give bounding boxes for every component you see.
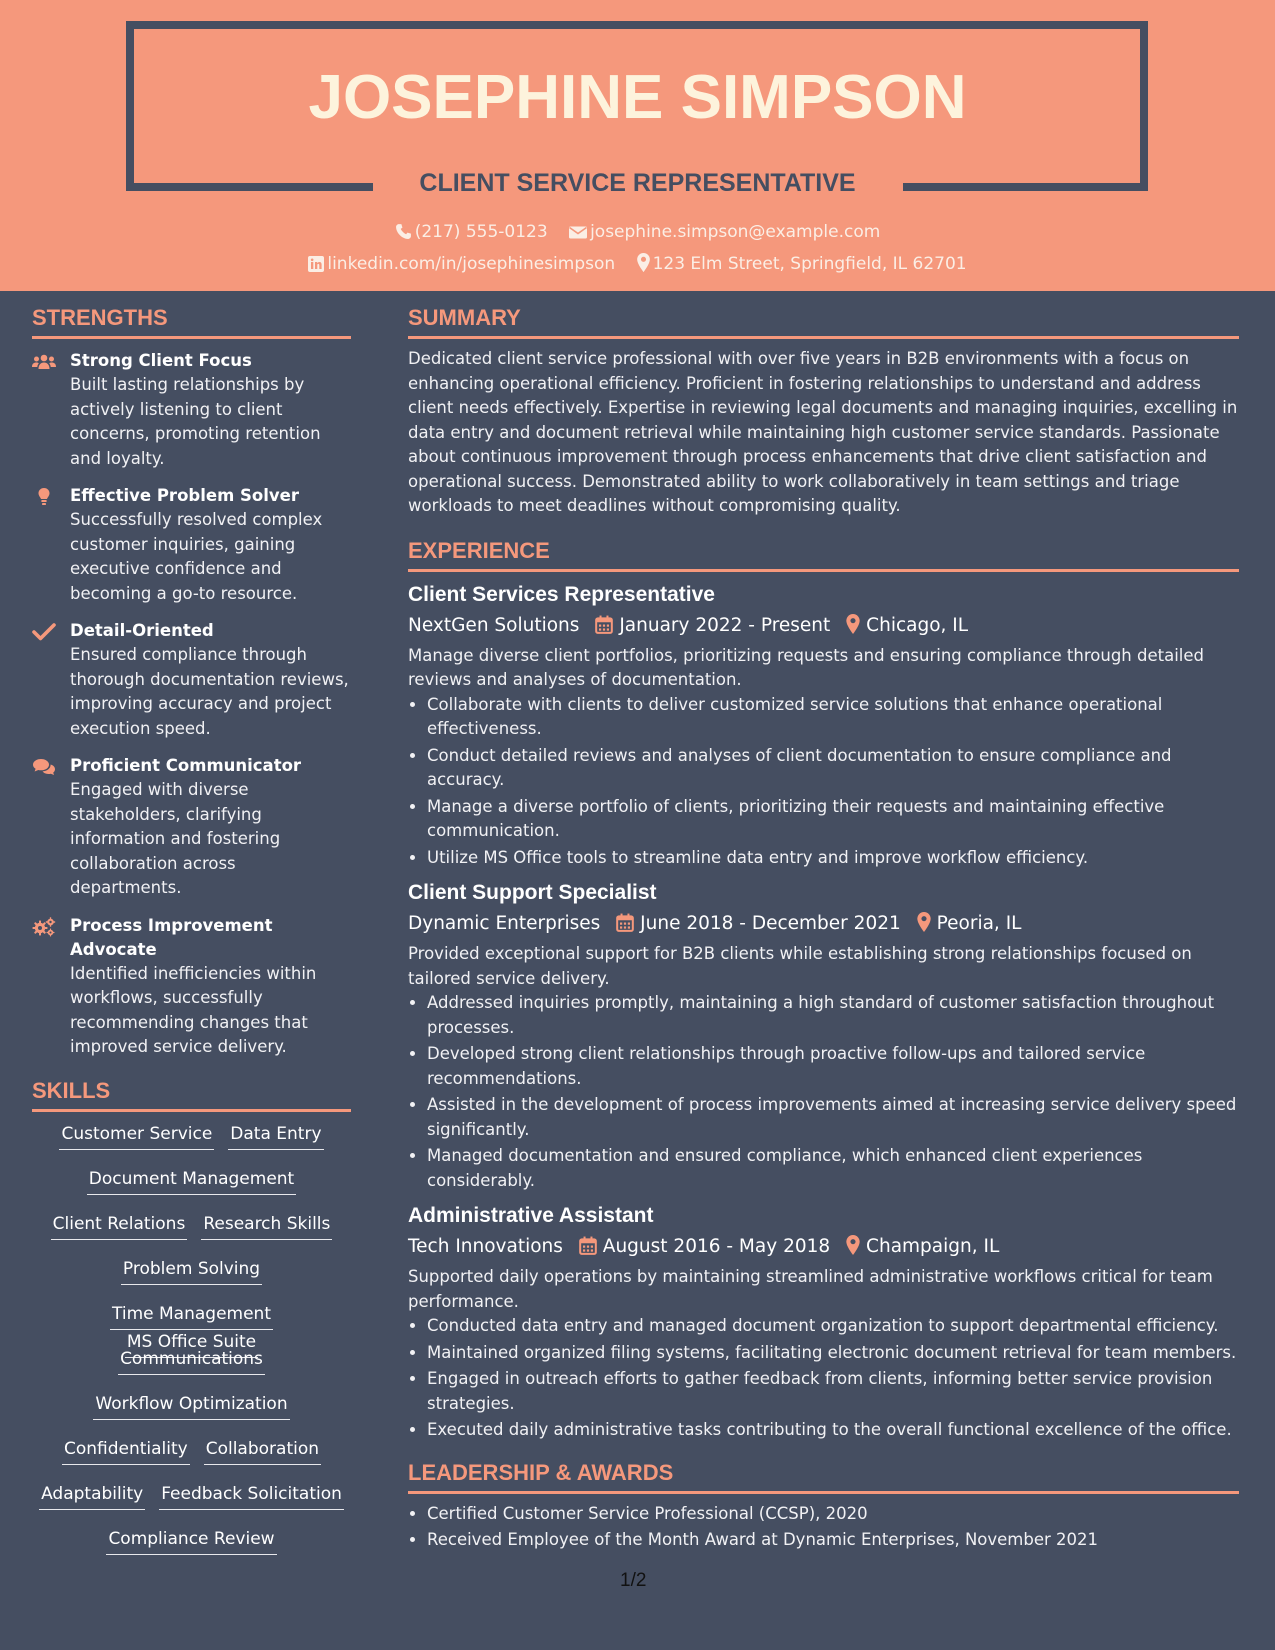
- job-meta: [408, 908, 1239, 940]
- skill-tag: Compliance Review: [106, 1527, 276, 1555]
- experience-entry: [408, 580, 1239, 871]
- list-item: • Developed strong client relationships through proactive follow-ups and tailored service recommendations.: [427, 1042, 1239, 1091]
- linkedin-text: linkedin.com/in/josephinesimpson: [327, 254, 616, 274]
- address-contact: [637, 254, 967, 274]
- calendar-icon: [616, 913, 634, 932]
- skill-tag: Workflow Optimization: [93, 1392, 289, 1420]
- strength-item: [32, 914, 351, 1060]
- contact-row-2: [0, 252, 1275, 276]
- skills-list: [32, 1112, 351, 1572]
- strength-title: Strong Client Focus: [70, 351, 252, 370]
- resume-header: [0, 0, 1275, 291]
- email-text: josephine.simpson@example.com: [590, 222, 881, 242]
- map-pin-icon: [846, 1235, 860, 1255]
- list-item: • Utilize MS Office tools to streamline data entry and improve workflow efficiency.: [427, 846, 1239, 871]
- job-description: Provided exceptional support for B2B clients while establishing strong relationships focused on tailored service delivery.: [408, 944, 1192, 988]
- candidate-name: JOSEPHINE SIMPSON: [308, 63, 967, 132]
- skill-tag: Time Management: [110, 1302, 273, 1330]
- job-title: Client Services Representative: [408, 582, 715, 606]
- job-meta: [408, 610, 1239, 642]
- skill-tag: Problem Solving: [121, 1257, 262, 1285]
- gears-icon: [32, 916, 56, 938]
- skill-tag: Data Entry: [228, 1122, 323, 1150]
- job-location: Champaign, IL: [866, 1236, 1000, 1257]
- list-item: • Manage a diverse portfolio of clients, prioritizing their requests and maintaining effective communication.: [427, 795, 1239, 844]
- job-meta: [408, 1231, 1239, 1263]
- map-pin-icon: [846, 614, 860, 634]
- strengths-list: [32, 349, 351, 1060]
- company-name: NextGen Solutions: [408, 614, 580, 636]
- company-name: Dynamic Enterprises: [408, 913, 601, 934]
- email-contact[interactable]: [569, 222, 880, 242]
- strength-item: [32, 484, 351, 606]
- check-icon: [32, 621, 56, 643]
- skills-heading: SKILLS: [32, 1073, 351, 1112]
- skill-tag: Communications: [118, 1347, 265, 1375]
- list-item: • Managed documentation and ensured compliance, which enhanced client experiences considerably.: [427, 1144, 1239, 1193]
- skill-tag: Confidentiality: [62, 1437, 190, 1465]
- job-dates: January 2022 - Present: [619, 614, 831, 636]
- skill-tag: MS Office Suite: [125, 1330, 258, 1358]
- strength-title: Detail-Oriented: [70, 621, 214, 640]
- job-title: Administrative Assistant: [408, 1204, 654, 1227]
- job-bullets: [408, 693, 1239, 871]
- page-number: 1/2: [620, 1570, 647, 1591]
- candidate-title: CLIENT SERVICE REPRESENTATIVE: [419, 169, 856, 197]
- awards-list: [408, 1502, 1239, 1553]
- job-description: Supported daily operations by maintaining streamlined administrative workflows critical for team performance.: [408, 1267, 1213, 1311]
- strength-description: Ensured compliance through thorough documentation reviews, improving accuracy and project execution speed.: [70, 645, 349, 738]
- strength-description: Engaged with diverse stakeholders, clarifying information and fostering collaboration across departments.: [70, 780, 281, 897]
- skill-tag: Adaptability: [39, 1482, 145, 1510]
- strength-item: [32, 754, 351, 901]
- lightbulb-icon: [32, 486, 56, 508]
- list-item: • Received Employee of the Month Award at Dynamic Enterprises, November 2021: [427, 1528, 1239, 1553]
- strength-description: Built lasting relationships by actively listening to client concerns, promoting retention and loyalty.: [70, 375, 321, 468]
- contact-row-1: [0, 220, 1275, 244]
- strength-item: [32, 349, 351, 471]
- experience-heading: EXPERIENCE: [408, 533, 1239, 572]
- phone-icon: [395, 223, 412, 240]
- skills-section: [32, 1073, 351, 1572]
- phone-text: (217) 555-0123: [414, 222, 548, 242]
- list-item: • Collaborate with clients to deliver customized service solutions that enhance operational effectiveness.: [427, 693, 1239, 742]
- left-column: [32, 300, 351, 1572]
- company-name: Tech Innovations: [408, 1236, 563, 1257]
- envelope-icon: [569, 225, 587, 240]
- job-bullets: [408, 991, 1239, 1193]
- header-frame-bottom-right: [903, 183, 1148, 191]
- job-dates: August 2016 - May 2018: [602, 1236, 831, 1257]
- skill-tag: Client Relations: [51, 1212, 188, 1240]
- list-item: • Conducted data entry and managed document organization to support departmental efficiency.: [427, 1314, 1239, 1339]
- map-pin-icon: [917, 912, 931, 932]
- skill-tag: Feedback Solicitation: [159, 1482, 344, 1510]
- list-item: • Addressed inquiries promptly, maintaining a high standard of customer satisfaction throughout processes.: [427, 991, 1239, 1040]
- job-location: Chicago, IL: [866, 614, 969, 636]
- strength-item: [32, 619, 351, 741]
- strength-description: Identified inefficiencies within workflows, successfully recommending changes that improved service delivery.: [70, 963, 317, 1056]
- strength-title: Proficient Communicator: [70, 756, 302, 775]
- job-dates: June 2018 - December 2021: [640, 913, 901, 934]
- summary-text: Dedicated client service professional with over five years in B2B environments with a focus on enhancing operational efficiency. Proficient in fostering relationships to understand and address client needs effectively. Expertise in reviewing legal documents and managing inquiries, excelling in data entry and document retrieval while maintaining high customer service standards. Passionate about continuous improvement through process enhancements that drive client satisfaction and operational success. Demonstrated ability to work collaboratively in team settings and triage workloads to meet deadlines without compromising quality.: [408, 349, 1238, 515]
- strengths-heading: STRENGTHS: [32, 300, 351, 339]
- job-title: Client Support Specialist: [408, 881, 657, 904]
- skill-tag: Research Skills: [201, 1212, 332, 1240]
- job-location: Peoria, IL: [936, 913, 1022, 934]
- phone-contact: [395, 222, 553, 242]
- job-description: Manage diverse client portfolios, prioritizing requests and ensuring compliance through detailed reviews and analyses of documentation.: [408, 645, 1205, 689]
- experience-entry: [408, 878, 1239, 1193]
- skill-tag: Customer Service: [59, 1122, 214, 1150]
- calendar-icon: [595, 615, 613, 634]
- list-item: • Assisted in the development of process improvements aimed at increasing service delivery speed significantly.: [427, 1093, 1239, 1142]
- experience-entry: [408, 1201, 1239, 1443]
- list-item: • Certified Customer Service Professional (CCSP), 2020: [427, 1502, 1239, 1527]
- strength-title: Effective Problem Solver: [70, 486, 299, 505]
- awards-heading: LEADERSHIP & AWARDS: [408, 1455, 1239, 1494]
- skill-tag: Document Management: [87, 1167, 296, 1195]
- strength-description: Successfully resolved complex customer inquiries, gaining executive confidence and becoming a go-to resource.: [70, 510, 323, 603]
- linkedin-icon: [308, 256, 324, 272]
- linkedin-contact[interactable]: [308, 254, 620, 274]
- header-frame-bottom-left: [126, 183, 373, 191]
- comments-icon: [32, 756, 56, 778]
- summary-heading: SUMMARY: [408, 300, 1239, 339]
- list-item: • Executed daily administrative tasks contributing to the overall functional excellence of the office.: [427, 1418, 1239, 1443]
- users-icon: [32, 351, 56, 373]
- skill-tag: Collaboration: [204, 1437, 321, 1465]
- calendar-icon: [579, 1236, 597, 1255]
- strength-title: Process Improvement Advocate: [70, 915, 273, 959]
- map-pin-icon: [637, 253, 650, 272]
- list-item: • Conduct detailed reviews and analyses of client documentation to ensure compliance and accuracy.: [427, 744, 1239, 793]
- list-item: • Maintained organized filing systems, facilitating electronic document retrieval for team members.: [427, 1341, 1239, 1366]
- job-bullets: [408, 1314, 1239, 1443]
- right-column: [408, 300, 1239, 1555]
- address-text: 123 Elm Street, Springfield, IL 62701: [652, 254, 967, 274]
- list-item: • Engaged in outreach efforts to gather feedback from clients, informing better service provision strategies.: [427, 1367, 1239, 1416]
